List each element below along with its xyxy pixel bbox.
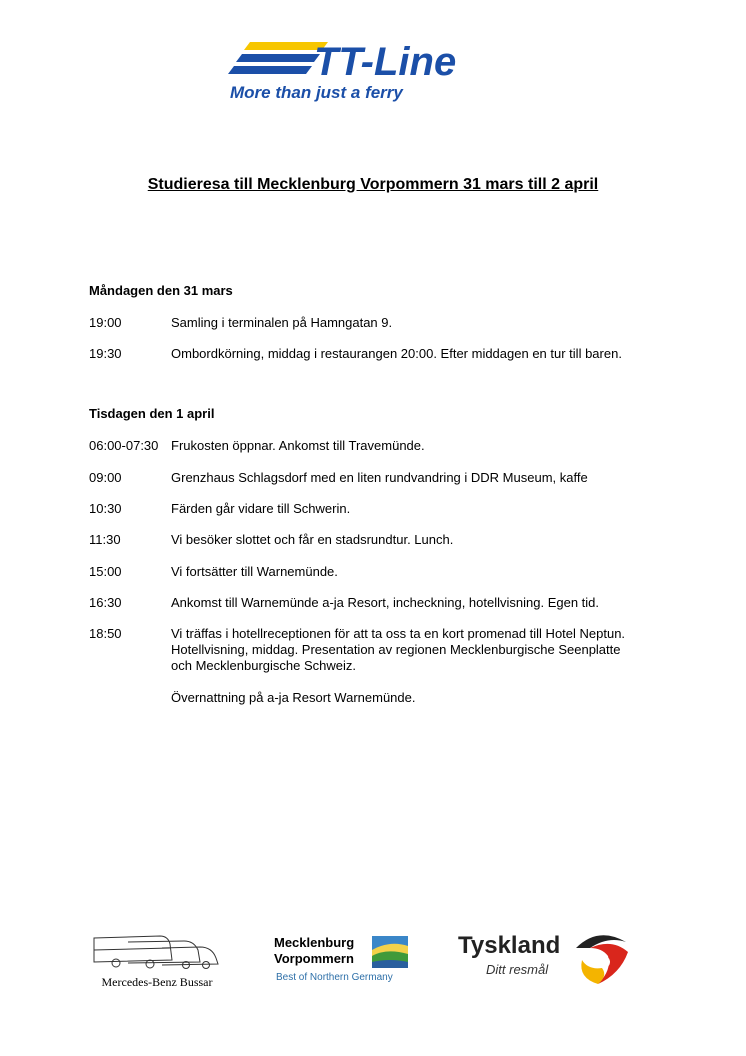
tyskland-text: Tyskland: [458, 932, 561, 959]
schedule-time: 06:00-07:30: [89, 438, 159, 453]
schedule-text: Grenzhaus Schlagsdorf med en liten rundvandring i DDR Museum, kaffe: [171, 470, 588, 485]
landscape-icon: [372, 936, 408, 968]
schedule-time: 19:00: [89, 315, 122, 330]
schedule-time: 15:00: [89, 564, 122, 579]
tyskland-tagline: Ditt resmål: [486, 962, 549, 977]
brand-wordmark: TT-Line: [314, 40, 457, 84]
swirl-icon: [568, 930, 634, 988]
day-heading-tuesday: Tisdagen den 1 april: [89, 406, 215, 421]
schedule-time: 19:30: [89, 346, 122, 361]
day-heading-monday: Måndagen den 31 mars: [89, 283, 233, 298]
mv-line1: Mecklenburg: [274, 935, 355, 950]
mercedes-benz-text: Mercedes-Benz Bussar: [101, 975, 213, 989]
mercedes-benz-logo: [88, 928, 226, 990]
schedule-time: 16:30: [89, 595, 122, 610]
bus-icon: [88, 928, 226, 972]
tyskland-logo: [458, 928, 638, 990]
schedule-text: Frukosten öppnar. Ankomst till Travemünde.: [171, 438, 425, 453]
schedule-time: 18:50: [89, 626, 122, 641]
schedule-text: Vi träffas i hotellreceptionen för att ta oss ta en kort promenad till Hotel Neptun. Hotellvisning, middag. Presentation av regionen Mecklenburgische Seenplatte och Mecklenburgische Schweiz.: [171, 626, 626, 673]
schedule-text: Vi fortsätter till Warnemünde.: [171, 564, 338, 579]
mv-tagline: Best of Northern Germany: [276, 972, 393, 983]
tt-line-logo: [228, 32, 528, 108]
schedule-time: 11:30: [89, 532, 121, 547]
schedule-text: Ankomst till Warnemünde a-ja Resort, incheckning, hotellvisning. Egen tid.: [171, 595, 600, 610]
document-title: Studieresa till Mecklenburg Vorpommern 31 mars till 2 april: [147, 176, 599, 193]
mv-line2: Vorpommern: [274, 951, 354, 966]
schedule-text: Färden går vidare till Schwerin.: [171, 501, 351, 516]
schedule-time: 10:30: [89, 501, 122, 516]
schedule-time: 09:00: [89, 470, 122, 485]
mecklenburg-vorpommern-logo: [274, 934, 414, 988]
schedule-text: Samling i terminalen på Hamngatan 9.: [171, 315, 393, 330]
schedule-text: Vi besöker slottet och får en stadsrundtur. Lunch.: [171, 532, 454, 547]
schedule-text: Övernattning på a-ja Resort Warnemünde.: [171, 690, 416, 705]
schedule-text: Ombordkörning, middag i restaurangen 20:00. Efter middagen en tur till baren.: [171, 346, 622, 361]
brand-tagline: More than just a ferry: [230, 83, 403, 102]
